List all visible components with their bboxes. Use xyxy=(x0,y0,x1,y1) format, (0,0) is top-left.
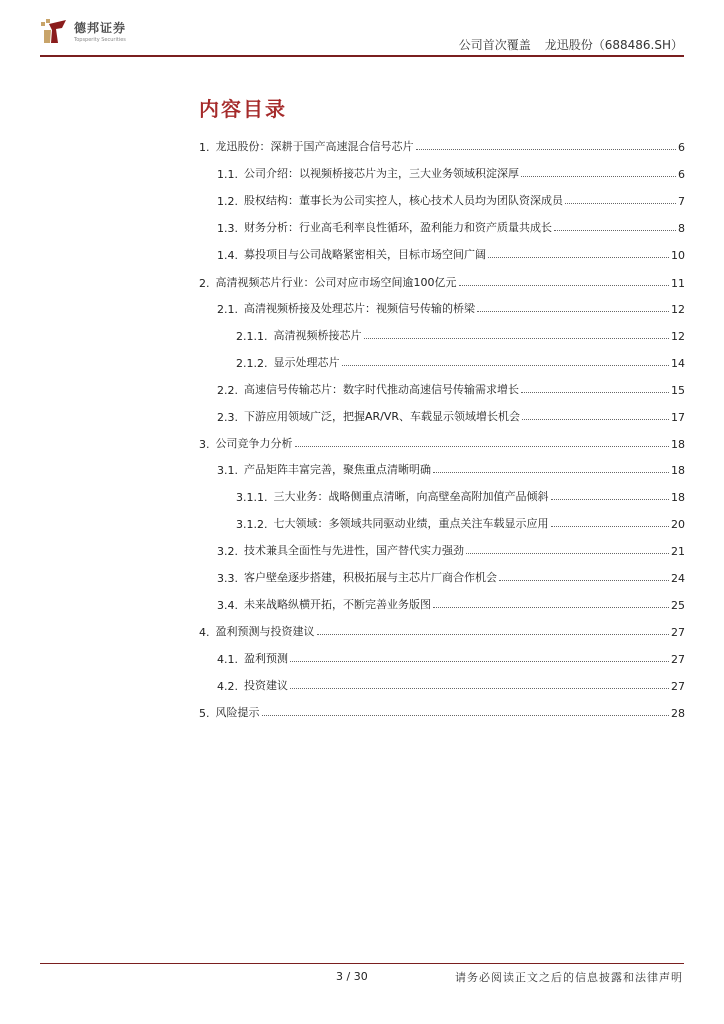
toc-entry-number: 3.3. xyxy=(217,572,238,585)
toc-entry[interactable] xyxy=(199,565,685,585)
toc-entry[interactable] xyxy=(199,188,685,208)
toc-entry-page: 12 xyxy=(671,330,685,343)
toc-dot-leader xyxy=(522,419,669,420)
toc-entry-number: 5. xyxy=(199,707,210,720)
toc-entry-title: 盈利预测 xyxy=(244,652,288,665)
toc-entry-page: 18 xyxy=(671,438,685,451)
toc-entry-title: 募投项目与公司战略紧密相关，目标市场空间广阔 xyxy=(244,248,486,261)
toc-entry-number: 3.4. xyxy=(217,599,238,612)
toc-entry[interactable] xyxy=(199,592,685,612)
toc-entry-number: 3.2. xyxy=(217,545,238,558)
toc-dot-leader xyxy=(521,176,676,177)
toc-entry-title: 三大业务：战略侧重点清晰，向高壁垒高附加值产品倾斜 xyxy=(273,490,549,503)
toc-dot-leader xyxy=(554,230,676,231)
toc-dot-leader xyxy=(290,688,669,689)
toc-entry-number: 2.1.1. xyxy=(236,330,268,343)
toc-entry-number: 1.4. xyxy=(217,249,238,262)
toc-entry-page: 18 xyxy=(671,464,685,477)
toc-entry-number: 4. xyxy=(199,626,210,639)
toc-entry-number: 3.1. xyxy=(217,464,238,477)
toc-entry-number: 2.2. xyxy=(217,384,238,397)
toc-dot-leader xyxy=(477,311,669,312)
toc-entry-title: 财务分析：行业高毛利率良性循环，盈利能力和资产质量共成长 xyxy=(244,221,552,234)
toc-entry-page: 28 xyxy=(671,707,685,720)
toc-entry[interactable] xyxy=(199,270,685,290)
toc-entry[interactable] xyxy=(199,296,685,316)
toc-entry[interactable] xyxy=(199,673,685,693)
toc-entry[interactable] xyxy=(199,161,685,181)
toc-entry-title: 未来战略纵横开拓，不断完善业务版图 xyxy=(244,598,431,611)
toc-entry-page: 11 xyxy=(671,277,685,290)
toc-entry-title: 投资建议 xyxy=(244,679,288,692)
toc-entry-number: 4.1. xyxy=(217,653,238,666)
toc-entry[interactable] xyxy=(199,457,685,477)
toc-entry-number: 3. xyxy=(199,438,210,451)
toc-entry-title: 显示处理芯片 xyxy=(273,356,340,369)
company-logo xyxy=(40,14,150,48)
toc-entry-number: 2.1.2. xyxy=(236,357,268,370)
toc-entry-page: 17 xyxy=(671,411,685,424)
toc-dot-leader xyxy=(317,634,670,635)
toc-entry-page: 8 xyxy=(678,222,685,235)
toc-entry-page: 14 xyxy=(671,357,685,370)
toc-entry-title: 下游应用领域广泛，把握AR/VR、车载显示领域增长机会 xyxy=(244,410,521,423)
toc-dot-leader xyxy=(342,365,670,366)
toc-dot-leader xyxy=(565,203,676,204)
toc-entry-title: 公司竞争力分析 xyxy=(215,437,293,450)
toc-entry-page: 27 xyxy=(671,653,685,666)
toc-entry-title: 股权结构：董事长为公司实控人，核心技术人员均为团队资深成员 xyxy=(244,194,563,207)
toc-entry[interactable] xyxy=(199,511,685,531)
toc-entry-title: 公司介绍：以视频桥接芯片为主，三大业务领域积淀深厚 xyxy=(244,167,519,180)
toc-title: 内容目录 xyxy=(199,97,287,121)
toc-entry-page: 12 xyxy=(671,303,685,316)
toc-dot-leader xyxy=(466,553,669,554)
page-indicator: 3 / 30 xyxy=(336,970,368,983)
footer-divider xyxy=(40,963,684,964)
footer-disclaimer: 请务必阅读正文之后的信息披露和法律声明 xyxy=(455,971,683,984)
toc-entry[interactable] xyxy=(199,377,685,397)
page-header xyxy=(0,0,724,60)
toc-entry-page: 10 xyxy=(671,249,685,262)
toc-entry-number: 1.3. xyxy=(217,222,238,235)
toc-dot-leader xyxy=(433,472,669,473)
toc-entry-number: 2.3. xyxy=(217,411,238,424)
toc-entry-number: 3.1.2. xyxy=(236,518,268,531)
toc-entry[interactable] xyxy=(199,700,685,720)
toc-entry-title: 客户壁垒逐步搭建，积极拓展与主芯片厂商合作机会 xyxy=(244,571,497,584)
toc-dot-leader xyxy=(521,392,669,393)
toc-dot-leader xyxy=(551,499,670,500)
toc-entry-title: 盈利预测与投资建议 xyxy=(215,625,315,638)
toc-entry-number: 4.2. xyxy=(217,680,238,693)
toc-entry-page: 7 xyxy=(678,195,685,208)
toc-entry-page: 24 xyxy=(671,572,685,585)
toc-entry-page: 20 xyxy=(671,518,685,531)
toc-entry-number: 2. xyxy=(199,277,210,290)
toc-entry-page: 27 xyxy=(671,680,685,693)
toc-entry[interactable] xyxy=(199,538,685,558)
toc-entry[interactable] xyxy=(199,404,685,424)
toc-entry[interactable] xyxy=(199,350,685,370)
toc-entry[interactable] xyxy=(199,323,685,343)
toc-dot-leader xyxy=(262,715,670,716)
toc-entry[interactable] xyxy=(199,646,685,666)
toc-entry-title: 高清视频芯片行业：公司对应市场空间逾100亿元 xyxy=(215,276,457,289)
header-divider xyxy=(40,55,684,57)
report-type: 公司首次覆盖 xyxy=(458,38,531,52)
company-name: 龙迅股份（688486.SH） xyxy=(544,38,683,52)
toc-entry[interactable] xyxy=(199,484,685,504)
toc-entry-page: 15 xyxy=(671,384,685,397)
toc-entry-page: 18 xyxy=(671,491,685,504)
toc-dot-leader xyxy=(551,526,670,527)
toc-entry[interactable] xyxy=(199,619,685,639)
toc-entry[interactable] xyxy=(199,431,685,451)
toc-entry-title: 龙迅股份：深耕于国产高速混合信号芯片 xyxy=(215,140,414,153)
toc-dot-leader xyxy=(488,257,669,258)
toc-dot-leader xyxy=(433,607,669,608)
toc-dot-leader xyxy=(295,446,670,447)
toc-entry-number: 1.1. xyxy=(217,168,238,181)
toc-entry-title: 风险提示 xyxy=(215,706,260,719)
toc-dot-leader xyxy=(416,149,677,150)
toc-entry-number: 2.1. xyxy=(217,303,238,316)
toc-entry-page: 25 xyxy=(671,599,685,612)
toc-entry-number: 3.1.1. xyxy=(236,491,268,504)
toc-dot-leader xyxy=(459,285,670,286)
toc-entry-number: 1. xyxy=(199,141,210,154)
logo-mark-icon xyxy=(40,16,68,46)
toc-entry-title: 高清视频桥接及处理芯片：视频信号传输的桥梁 xyxy=(244,302,475,315)
toc-dot-leader xyxy=(290,661,669,662)
logo-en-text: Topsperity Securities xyxy=(74,37,126,43)
toc-dot-leader xyxy=(364,338,670,339)
toc-entry-title: 产品矩阵丰富完善，聚焦重点清晰明确 xyxy=(244,463,431,476)
toc-entry-page: 21 xyxy=(671,545,685,558)
toc-entry-number: 1.2. xyxy=(217,195,238,208)
toc-entry-title: 技术兼具全面性与先进性，国产替代实力强劲 xyxy=(244,544,464,557)
toc-entry-title: 七大领域：多领域共同驱动业绩，重点关注车载显示应用 xyxy=(273,517,549,530)
toc-entry-page: 6 xyxy=(678,168,685,181)
toc-entry-title: 高速信号传输芯片：数字时代推动高速信号传输需求增长 xyxy=(244,383,519,396)
toc-entry[interactable] xyxy=(199,242,685,262)
header-report-info xyxy=(459,36,683,53)
logo-cn-text: 德邦证券 xyxy=(74,21,127,35)
toc-dot-leader xyxy=(499,580,669,581)
toc-entry-page: 27 xyxy=(671,626,685,639)
toc-entry-title: 高清视频桥接芯片 xyxy=(273,329,362,342)
toc-entry-page: 6 xyxy=(678,141,685,154)
toc-entry[interactable] xyxy=(199,215,685,235)
toc-entry[interactable] xyxy=(199,134,685,154)
